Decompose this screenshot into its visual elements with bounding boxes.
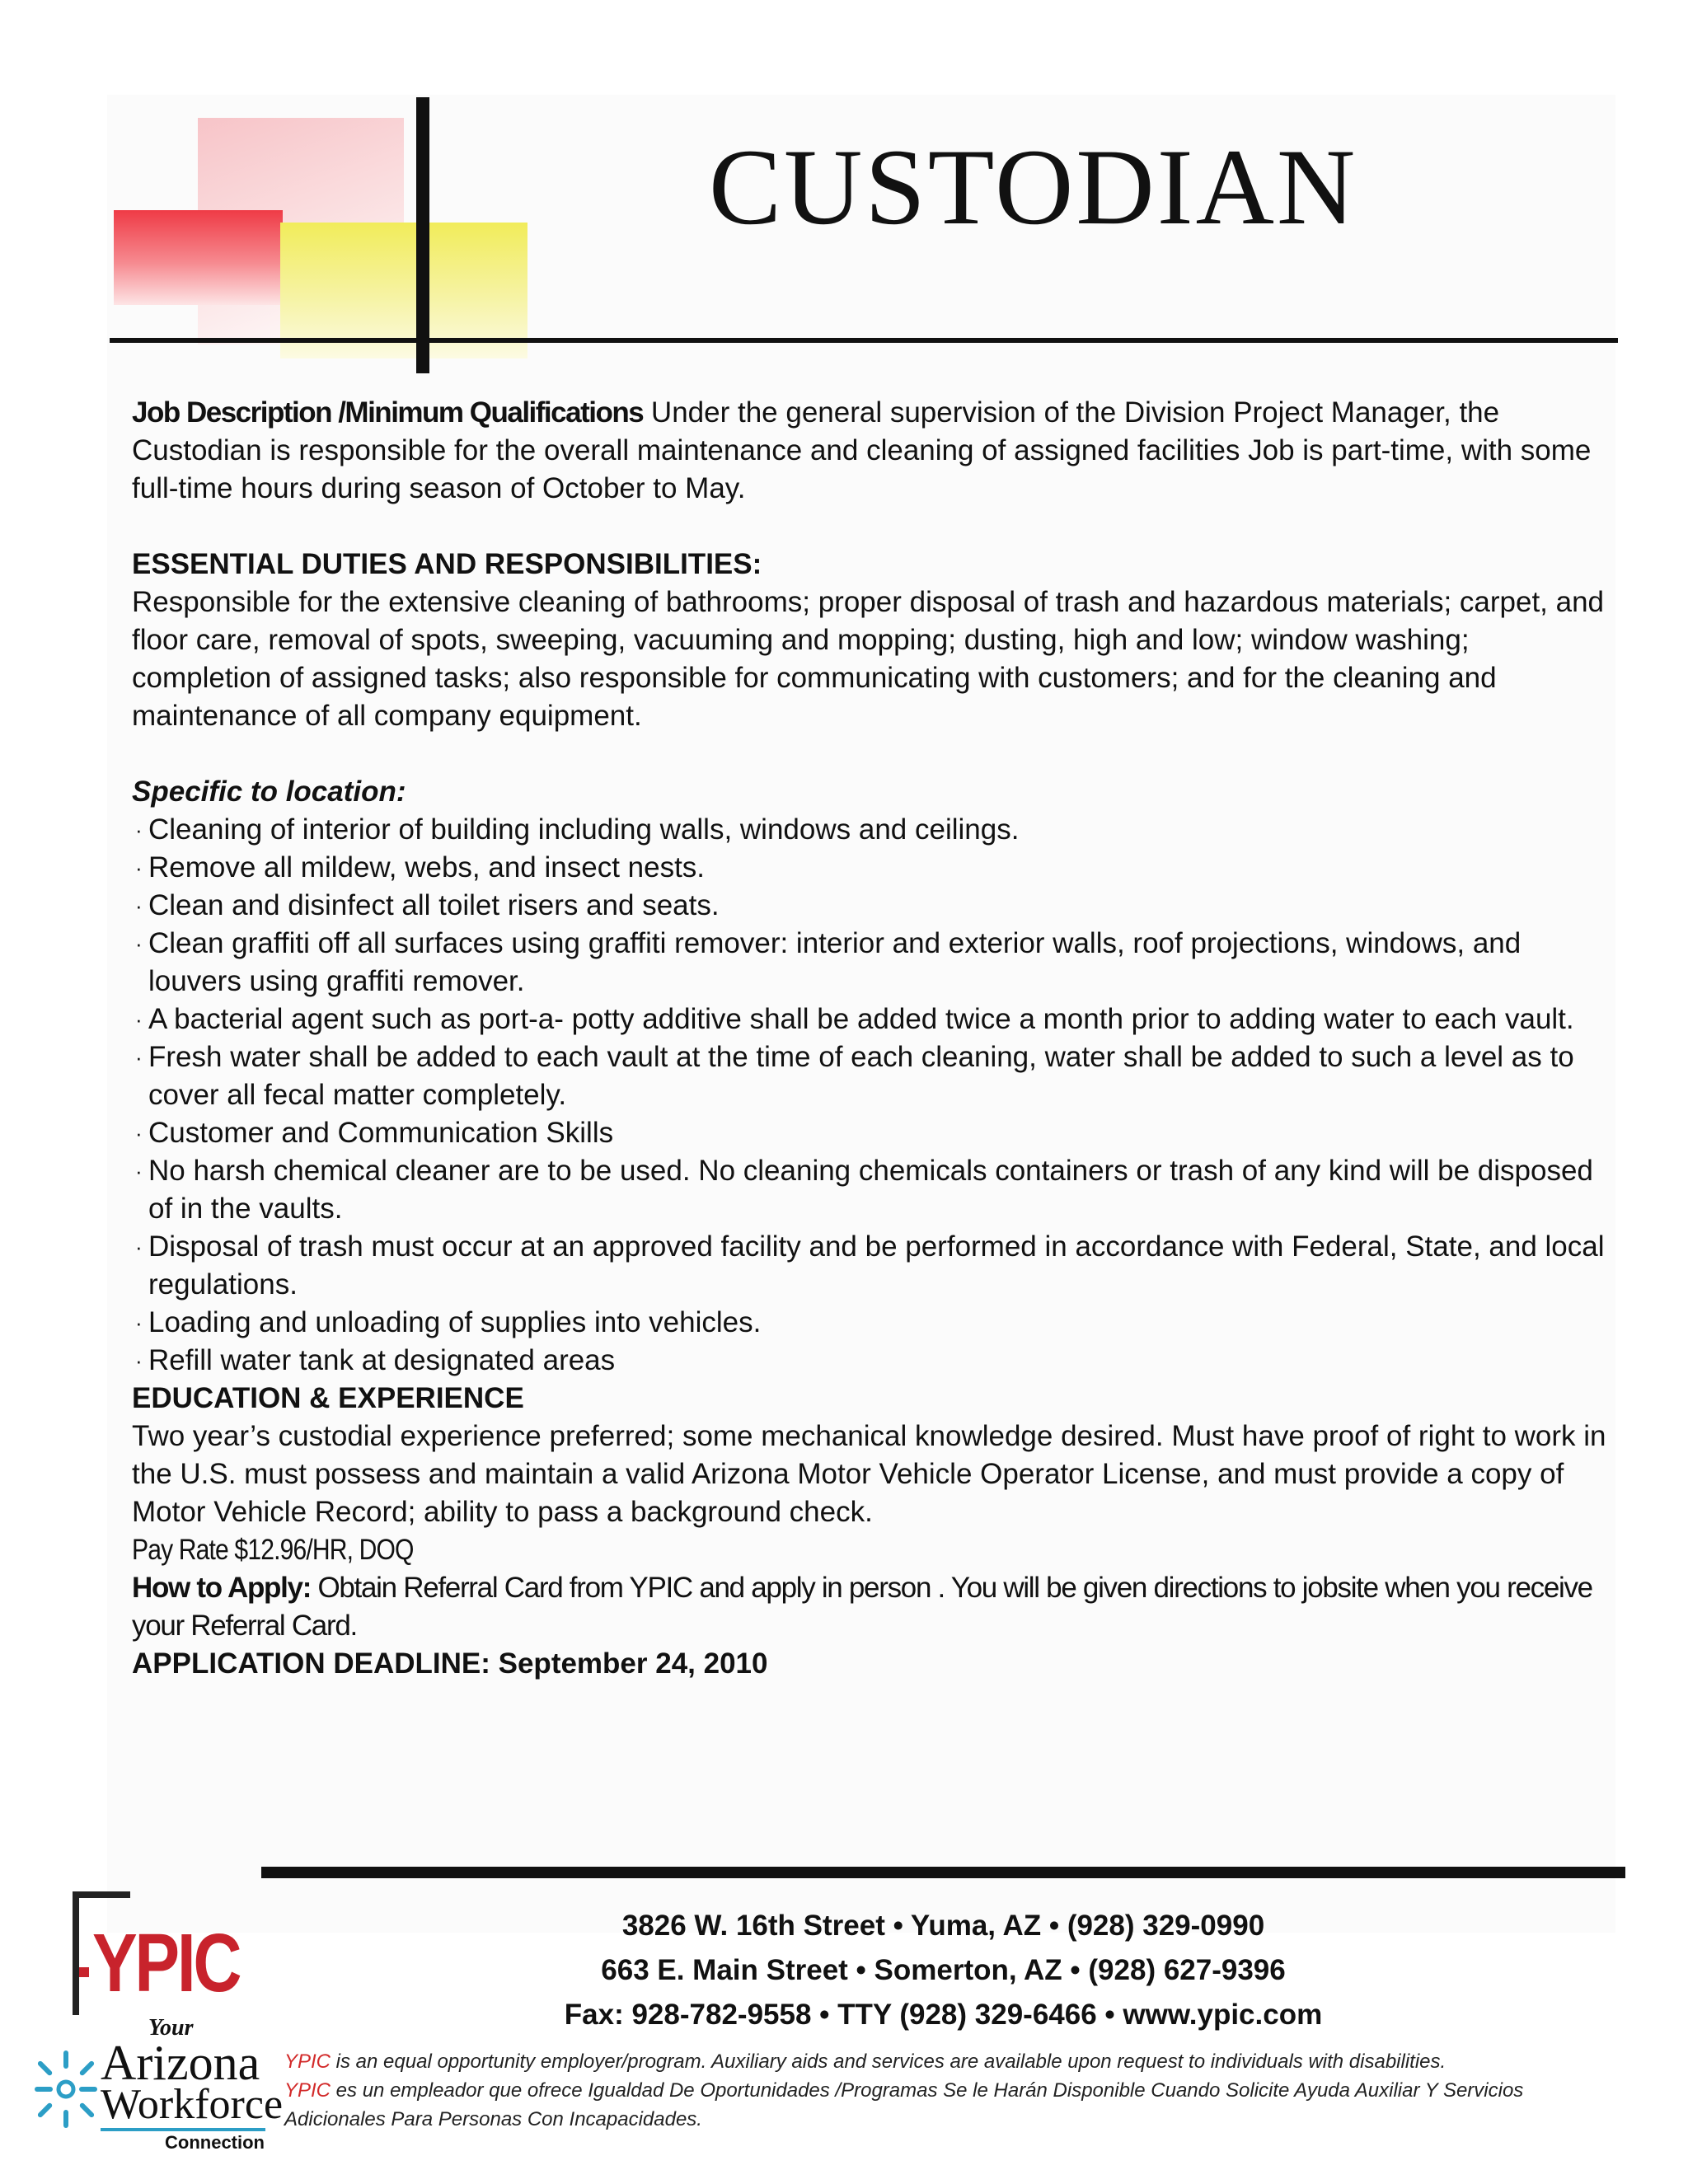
bullet-icon: ·: [135, 931, 143, 956]
logo-arizona-text: Arizona: [101, 2036, 260, 2090]
vertical-rule: [416, 97, 429, 373]
how-to-apply-text: Obtain Referral Card from YPIC and apply in person . You will be given directions to jobsite when you receive your Referral Card.: [132, 1572, 1592, 1642]
logo-workforce-text: Workforce: [101, 2081, 284, 2128]
eeo-spanish: YPIC es un empleador que ofrece Igualdad De Oportunidades /Programas Se le Harán Disponible Cuando Solicite Ayuda Auxiliar Y Servicios Adicionales Para Personas Con Incapacidades.: [284, 2079, 1524, 2130]
fax-tty-web: Fax: 928-782-9558 • TTY (928) 329-6466 • www.ypic.com: [564, 1999, 1323, 2031]
list-item: · Clean and disinfect all toilet risers and seats.: [132, 887, 1615, 925]
eeo-english: YPIC is an equal opportunity employer/program. Auxiliary aids and services are available upon request to individuals with disabilities.: [284, 2050, 1447, 2073]
list-item: · Fresh water shall be added to each vault at the time of each cleaning, water shall be added to such a level as to cover all fecal matter completely.: [132, 1038, 1615, 1114]
list-item: · A bacterial agent such as port-a- potty additive shall be added twice a month prior to adding water to each vault.: [132, 1001, 1615, 1038]
logo-your-text: Your: [148, 2015, 194, 2041]
list-item: · No harsh chemical cleaner are to be used. No cleaning chemicals containers or trash of any kind will be disposed of in the vaults.: [132, 1152, 1615, 1228]
application-deadline: APPLICATION DEADLINE: September 24, 2010: [132, 1647, 768, 1680]
list-item: · Cleaning of interior of building including walls, windows and ceilings.: [132, 811, 1615, 849]
bullet-icon: ·: [135, 1007, 143, 1032]
intro-label: Job Description /Minimum Qualifications: [132, 396, 644, 429]
how-to-apply: [132, 1569, 1615, 1645]
bullet-icon: ·: [135, 1045, 143, 1070]
duties-heading: ESSENTIAL DUTIES AND RESPONSIBILITIES:: [132, 548, 762, 580]
bullet-icon: ·: [135, 855, 143, 880]
specific-heading: Specific to location:: [132, 776, 406, 808]
list-item: · Clean graffiti off all surfaces using graffiti remover: interior and exterior walls, roof projections, windows, and louvers using graffiti remover.: [132, 925, 1615, 1001]
bullet-icon: ·: [135, 1159, 143, 1183]
bullet-icon: ·: [135, 818, 143, 842]
pay-rate: Pay Rate $12.96/HR, DOQ: [132, 1534, 414, 1566]
list-item: · Disposal of trash must occur at an approved facility and be performed in accordance with Federal, State, and local regulations.: [132, 1228, 1615, 1304]
ypic-logo: [33, 1883, 284, 2168]
header-rule: [110, 338, 1618, 343]
contact-block: [261, 1904, 1625, 2037]
page-title: CUSTODIAN: [709, 126, 1358, 247]
job-posting-body: [132, 394, 1615, 1683]
logo-ypic-text: YPIC: [92, 1917, 240, 2009]
bullet-icon: ·: [135, 893, 143, 918]
address-somerton: 663 E. Main Street • Somerton, AZ • (928) 627-9396: [601, 1954, 1286, 1986]
footer-rule: [261, 1867, 1625, 1878]
list-item: · Loading and unloading of supplies into vehicles.: [132, 1304, 1615, 1342]
location-duties-list: [132, 811, 1615, 1380]
bullet-icon: ·: [135, 1348, 143, 1373]
intro-text: Under the general supervision of the Division Project Manager, the Custodian is responsible for the overall maintenance and cleaning of assigned facilities Job is part-time, with some full-time hours during season of October to May.: [132, 396, 1592, 504]
list-item: · Refill water tank at designated areas: [132, 1342, 1615, 1380]
bullet-icon: ·: [135, 1121, 143, 1146]
intro-paragraph: [132, 394, 1615, 508]
list-item: · Customer and Communication Skills: [132, 1114, 1615, 1152]
eeo-statement: [284, 2047, 1620, 2134]
duties-text: Responsible for the extensive cleaning of bathrooms; proper disposal of trash and hazardous materials; carpet, and floor care, removal of spots, sweeping, vacuuming and mopping; dusting, high and low; window washing; completion of assigned tasks; also responsible for communicating with customers; and for the cleaning and maintenance of all company equipment.: [132, 586, 1605, 732]
logo-connection-text: Connection: [165, 2132, 265, 2153]
address-yuma: 3826 W. 16th Street • Yuma, AZ • (928) 329-0990: [621, 1910, 1265, 1942]
red-block: [114, 210, 283, 305]
education-heading: EDUCATION & EXPERIENCE: [132, 1382, 524, 1414]
bullet-icon: ·: [135, 1310, 143, 1335]
how-to-apply-label: How to Apply:: [132, 1572, 312, 1604]
list-item: · Remove all mildew, webs, and insect nests.: [132, 849, 1615, 887]
sun-icon: [33, 2044, 99, 2135]
bullet-icon: ·: [135, 1235, 143, 1259]
education-text: Two year’s custodial experience preferred; some mechanical knowledge desired. Must have proof of right to work in the U.S. must possess and maintain a valid Arizona Motor Vehicle Operator License, and must provide a copy of Motor Vehicle Record; ability to pass a background check.: [132, 1420, 1606, 1528]
